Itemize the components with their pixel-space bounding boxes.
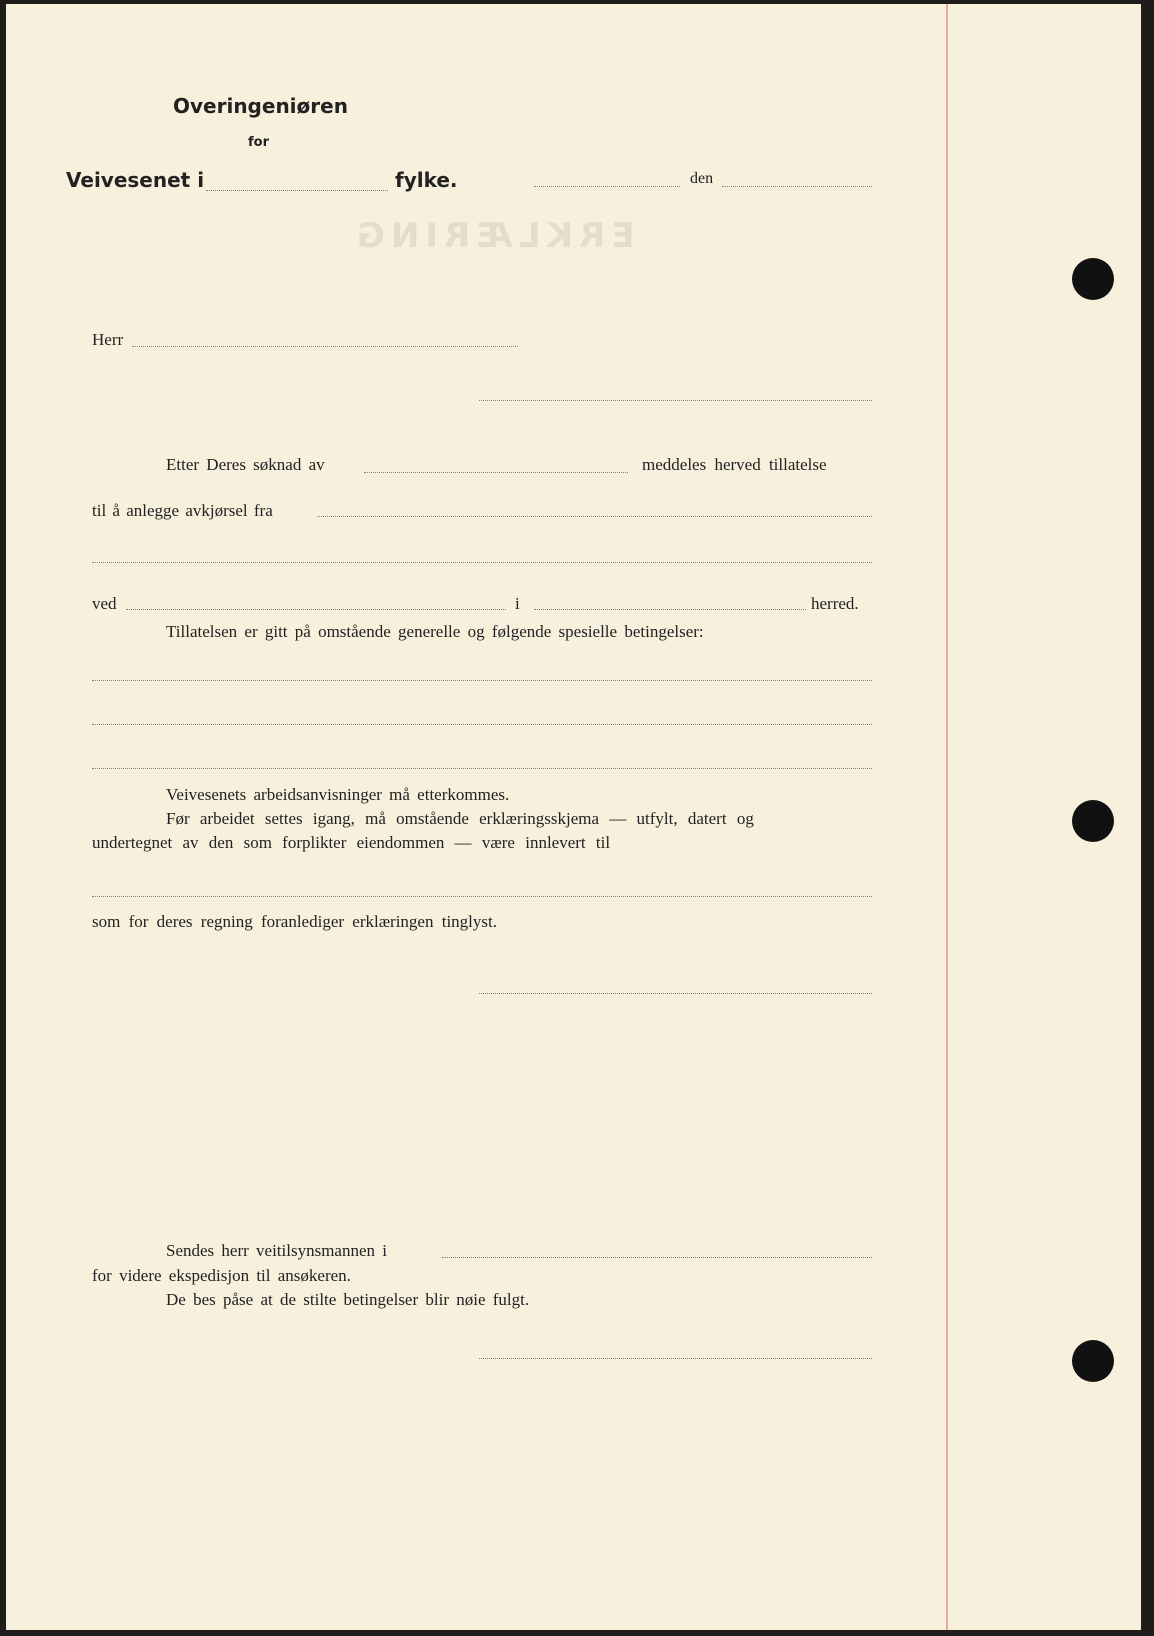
recipient-label: Herr: [92, 330, 124, 349]
punch-hole-top: [1072, 258, 1114, 300]
conditions-intro: Tillatelsen er gitt på omstående generelle og følgende spesielle betingelser:: [166, 622, 704, 641]
show-through-heading: ERKLÆRING: [351, 216, 635, 256]
application-date-field[interactable]: [364, 472, 628, 473]
driveway-label: til å anlegge avkjørsel fra: [92, 501, 273, 520]
date-label: den: [690, 170, 714, 187]
condition-line-2[interactable]: [92, 724, 872, 725]
at-label: ved: [92, 594, 117, 613]
driveway-from-field[interactable]: [317, 516, 872, 517]
municipality-field[interactable]: [534, 609, 806, 610]
work-instructions-text: Veivesenets arbeidsanvisninger må etterkommes.: [166, 785, 510, 804]
form-sheet: [6, 4, 1141, 1630]
in-label: i: [515, 594, 520, 613]
application-label: Etter Deres søknad av: [166, 455, 325, 474]
punch-hole-bottom: [1072, 1340, 1114, 1382]
recipient-field-1[interactable]: [132, 346, 518, 347]
recipient-field-2[interactable]: [479, 400, 872, 401]
declaration-text-2: undertegnet av den som forplikter eiendommen — være innlevert til: [92, 833, 611, 852]
place-field[interactable]: [534, 186, 680, 187]
page-title: Overingeniøren: [173, 94, 348, 118]
forwarding-text: for videre ekspedisjon til ansøkeren.: [92, 1266, 351, 1285]
condition-line-1[interactable]: [92, 680, 872, 681]
herred-label: herred.: [811, 594, 859, 613]
inspector-location-field[interactable]: [442, 1257, 872, 1258]
county-field[interactable]: [206, 190, 388, 191]
forwarding-label: Sendes herr veitilsynsmannen i: [166, 1241, 387, 1260]
compliance-text: De bes påse at de stilte betingelser blir nøie fulgt.: [166, 1290, 530, 1309]
registration-text: som for deres regning foranlediger erklæringen tinglyst.: [92, 912, 497, 931]
declaration-text-1: Før arbeidet settes igang, må omstående erklæringsskjema — utfylt, datert og: [166, 809, 754, 828]
org-label: Veivesenet i: [66, 168, 205, 192]
driveway-field-2[interactable]: [92, 562, 872, 563]
punch-hole-middle: [1072, 800, 1114, 842]
county-label: fylke.: [395, 168, 458, 192]
red-margin-line: [946, 4, 948, 1630]
signature-line-1[interactable]: [479, 993, 872, 994]
location-field[interactable]: [126, 609, 506, 610]
permission-label: meddeles herved tillatelse: [642, 455, 827, 474]
submit-to-field[interactable]: [92, 896, 872, 897]
date-field[interactable]: [722, 186, 872, 187]
signature-line-2[interactable]: [479, 1358, 872, 1359]
condition-line-3[interactable]: [92, 768, 872, 769]
for-label: for: [248, 135, 269, 150]
